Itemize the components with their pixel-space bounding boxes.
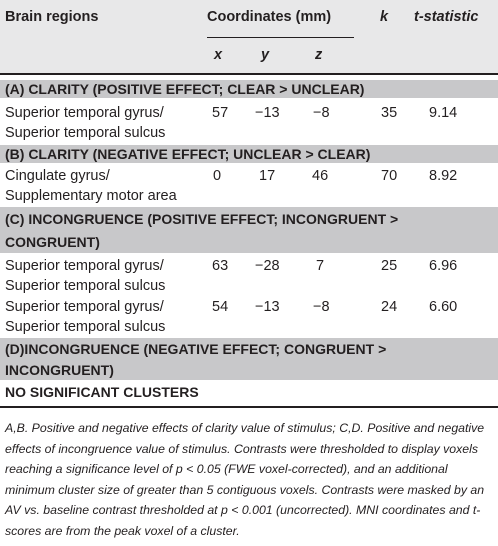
table-bottom-rule (0, 406, 498, 408)
header-rule (0, 73, 498, 75)
header-axis-z: z (315, 47, 323, 63)
header-coordinates: Coordinates (mm) (207, 9, 332, 25)
section-title: (B) CLARITY (NEGATIVE EFFECT; UNCLEAR > CLEAR) (5, 146, 371, 162)
cluster-size: 35 (381, 105, 398, 121)
header-k: k (380, 9, 389, 25)
region-name: Superior temporal gyrus/ (5, 105, 164, 121)
section-title: (D)INCONGRUENCE (NEGATIVE EFFECT; CONGRUENT > (5, 341, 387, 357)
header-axis-y: y (261, 47, 270, 63)
coord-z: −8 (313, 299, 330, 315)
coord-x: 63 (212, 258, 229, 274)
section-title: (C) INCONGRUENCE (POSITIVE EFFECT; INCONGRUENT > (5, 211, 399, 227)
region-name: Superior temporal sulcus (5, 125, 166, 141)
cluster-size: 24 (381, 299, 398, 315)
table-header (0, 0, 498, 73)
t-statistic: 8.92 (429, 168, 458, 184)
t-statistic: 9.14 (429, 105, 458, 121)
header-brain-regions: Brain regions (5, 9, 99, 25)
coord-x: 54 (212, 299, 229, 315)
table-footnote: A,B. Positive and negative effects of clarity value of stimulus; C,D. Positive and negative effects of incongruence value of stimulus. Contrasts were thresholded to display voxels reaching a significance level of p < 0.05 (FWE voxel-corrected), and an additional minimum cluster size of greater than 5 contiguous voxels. Contrasts were masked by an AV vs. baseline contrast thresholded at p < 0.001 (uncorrected). MNI coordinates and t-scores are from the peak voxel of a cluster. (5, 421, 485, 538)
section-title: (A) CLARITY (POSITIVE EFFECT; CLEAR > UNCLEAR) (5, 81, 365, 97)
coord-x: 0 (213, 168, 222, 184)
region-name: Cingulate gyrus/ (5, 168, 110, 184)
cluster-size: 25 (381, 258, 398, 274)
region-name: Superior temporal gyrus/ (5, 258, 164, 274)
coordinates-underline (207, 37, 354, 38)
coord-x: 57 (212, 105, 229, 121)
coord-z: 46 (312, 168, 329, 184)
cluster-size: 70 (381, 168, 398, 184)
region-name: Supplementary motor area (5, 188, 177, 204)
region-name: Superior temporal sulcus (5, 319, 166, 335)
header-axis-x: x (214, 47, 223, 63)
no-clusters-note: NO SIGNIFICANT CLUSTERS (5, 384, 199, 400)
coord-y: −13 (255, 299, 280, 315)
coord-z: −8 (313, 105, 330, 121)
header-t-statistic: t-statistic (414, 9, 479, 25)
section-title: INCONGRUENT) (5, 362, 114, 378)
t-statistic: 6.96 (429, 258, 458, 274)
section-title: CONGRUENT) (5, 234, 100, 250)
region-name: Superior temporal sulcus (5, 278, 166, 294)
coord-y: 17 (259, 168, 276, 184)
coord-y: −28 (255, 258, 280, 274)
region-name: Superior temporal gyrus/ (5, 299, 164, 315)
coord-z: 7 (316, 258, 325, 274)
t-statistic: 6.60 (429, 299, 458, 315)
coord-y: −13 (255, 105, 280, 121)
